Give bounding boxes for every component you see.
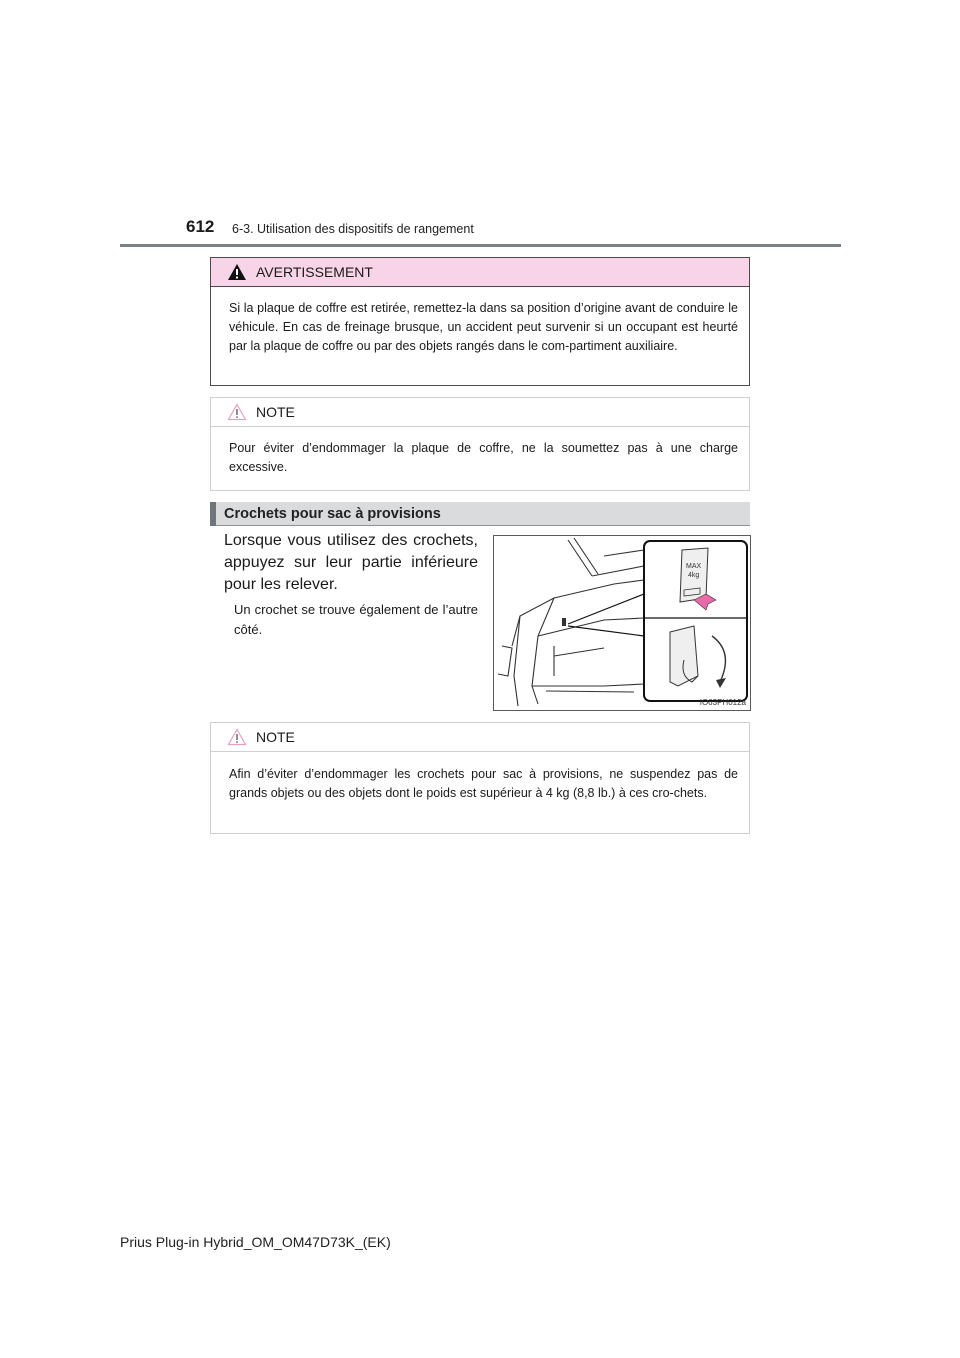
note-text: Pour éviter d’endommager la plaque de coffre, ne la soumettez pas à une charge excessive. (229, 441, 738, 474)
warning-triangle-outline-icon (227, 403, 247, 421)
header-rule (120, 244, 841, 247)
note-title: NOTE (256, 404, 295, 420)
figure-illustration (493, 535, 751, 711)
figure-code: IO63PH012a (699, 698, 746, 707)
body-note: Un crochet se trouve également de l’autre côté. (234, 602, 478, 637)
section-heading-title: Crochets pour sac à provisions (224, 506, 441, 522)
note-header (211, 723, 749, 752)
warning-title: AVERTISSEMENT (256, 264, 373, 280)
note-box (210, 397, 750, 491)
section-title: 6-3. Utilisation des dispositifs de rangement (232, 222, 474, 236)
hook-label-kg: 4kg (688, 572, 700, 579)
warning-header (211, 258, 749, 287)
warning-triangle-filled-icon (227, 263, 247, 281)
note-header (211, 398, 749, 427)
note-text: Afin d’éviter d’endommager les crochets pour sac à provisions, ne suspendez pas de grands objets ou des objets dont le poids est supérieur à 4 kg (8,8 lb.) à ces cro-chets. (229, 767, 738, 800)
note-box (210, 722, 750, 834)
warning-text: Si la plaque de coffre est retirée, remettez-la dans sa position d’origine avant de conduire le véhicule. En cas de freinage brusque, un accident peut survenir si un occupant est heurté par la plaque de coffre ou par des objets rangés dans le com-partiment auxiliaire. (229, 301, 738, 353)
warning-triangle-outline-icon (227, 728, 247, 746)
hook-label-max: MAX (686, 563, 702, 570)
heading-bar (210, 502, 216, 526)
trunk-illustration (494, 536, 750, 710)
hook-location-marker (562, 618, 566, 626)
page-number: 612 (186, 217, 215, 236)
warning-box (210, 257, 750, 386)
section-heading (210, 502, 750, 526)
footer-manual-id: Prius Plug-in Hybrid_OM_OM47D73K_(EK) (120, 1234, 391, 1250)
note-title: NOTE (256, 729, 295, 745)
body-instruction: Lorsque vous utilisez des crochets, appuyez sur leur partie inférieure pour les relever. (224, 532, 478, 593)
